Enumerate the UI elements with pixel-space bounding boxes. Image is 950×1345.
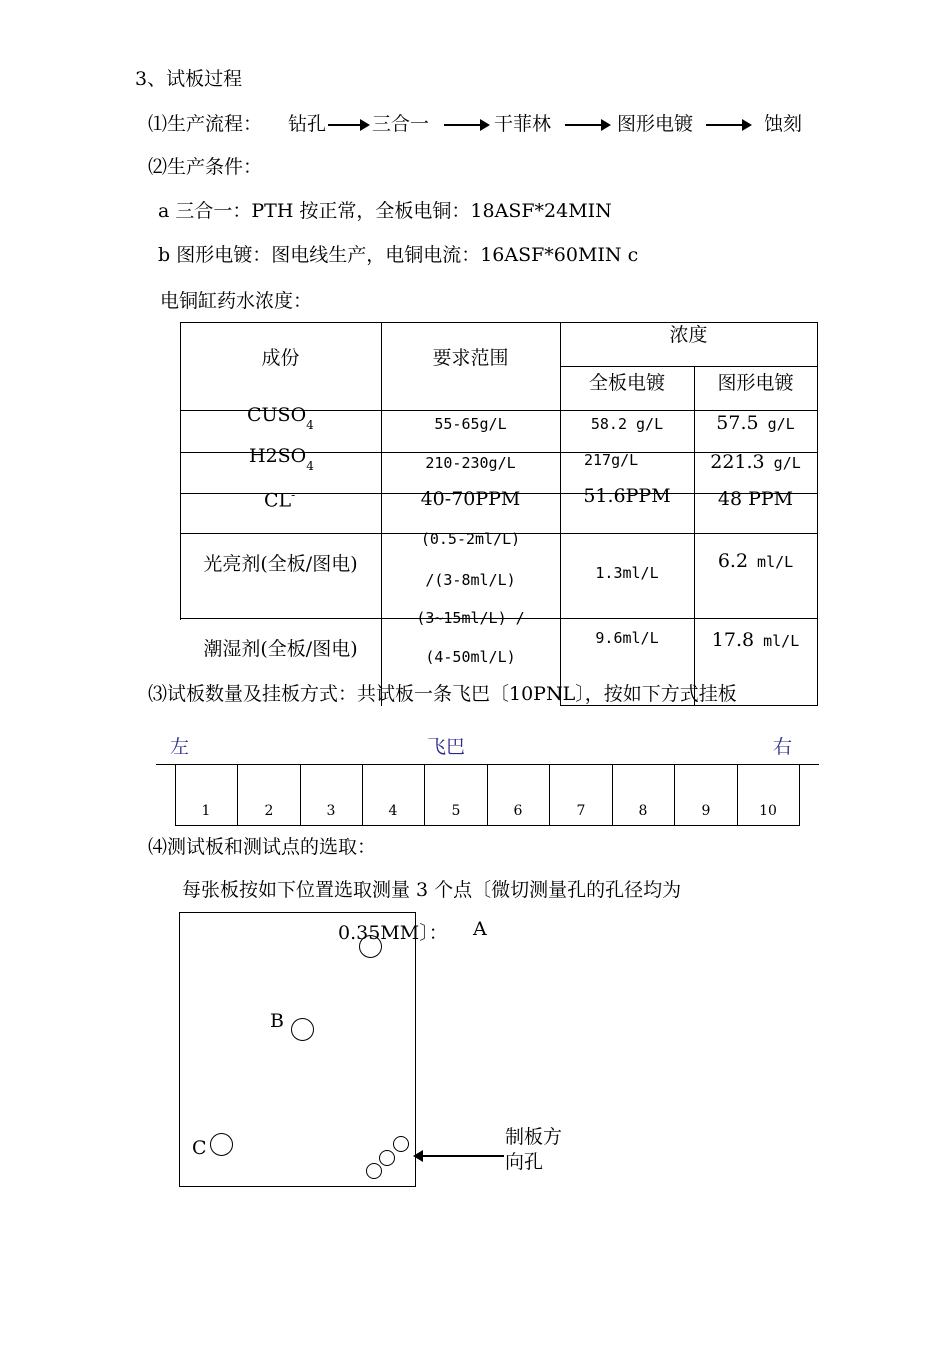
table-cell-pattern: 48 PPM [717,488,794,510]
table-cell-component: 潮湿剂(全板/图电) [203,638,358,660]
condition-c: 电铜缸药水浓度： [160,290,313,312]
process-step-dryfilm: 干菲林 [494,113,552,135]
process-step-drill: 钻孔 [288,113,327,135]
point-a-label: A [473,918,487,940]
direction-hole-icon [393,1136,409,1152]
condition-b: b 图形电镀：图电线生产，电铜电流：16ASF*60MIN c [158,244,639,266]
direction-label: 制板方 [505,1126,563,1148]
rack-slot: 8 [612,764,675,825]
rack-slot: 5 [425,764,488,825]
table-cell-pattern: 6.2 ml/L [717,550,794,572]
rack-center-label: 飞巴 [427,736,466,758]
table-cell-full: 51.6PPM [583,485,671,507]
point-c-hole-icon [210,1133,233,1156]
rack-slot: 9 [675,764,738,825]
rack-left-label: 左 [170,736,190,758]
process-prefix: ⑴生产流程： [148,113,263,135]
direction-hole-icon [379,1150,395,1166]
header-pattern-plate: 图形电镀 [717,372,794,394]
condition-a: a 三合一：PTH 按正常，全板电铜：18ASF*24MIN [158,200,612,222]
flow-arrow-icon [565,124,609,126]
header-full-plate: 全板电镀 [588,372,665,394]
table-cell-component: CL- [264,488,296,512]
table-cell-component: 光亮剂(全板/图电) [203,553,358,575]
flow-arrow-icon [328,124,368,126]
table-cell-full: 9.6ml/L [595,629,659,647]
table-cell-component: $H2SO_4$ [249,445,314,473]
point-b-hole-icon [291,1018,314,1041]
table-cell-component: $CUSO_4$ [247,404,314,432]
rack-slot: 1 [175,764,238,825]
direction-hole-icon [366,1163,382,1179]
rack-slot: 6 [487,764,550,825]
process-step-pattern: 图形电镀 [617,113,694,135]
section-title: 3、试板过程 [135,68,243,90]
direction-arrow-icon [420,1155,504,1157]
point-c-label: C [192,1137,207,1159]
test-quantity: ⑶试板数量及挂板方式：共试板一条飞巴〔10PNL〕，按如下方式挂板 [148,683,737,705]
table-cell-pattern: 17.8 ml/L [711,629,800,651]
rack-right-label: 右 [773,736,793,758]
rack-slot: 3 [300,764,363,825]
selection-line-1: 每张板按如下位置选取测量 3 个点〔微切测量孔的孔径均为 [182,879,682,901]
rack-slot: 10 [737,764,800,825]
selection-line-2: 0.35MM〕： [338,922,448,944]
rack-slot: 4 [362,764,425,825]
table-cell-range-line: (3~15ml/L) / [416,609,525,627]
conditions-heading: ⑵生产条件： [148,156,263,178]
header-component: 成份 [261,347,300,369]
table-cell-range-line: /(3-8ml/L) [425,571,516,589]
selection-heading: ⑷测试板和测试点的选取： [148,836,377,858]
flow-arrow-icon [706,124,750,126]
table-cell-range: 40-70PPM [420,488,521,510]
process-step-etch: 蚀刻 [764,113,803,135]
table-cell-range-line: (4-50ml/L) [425,648,516,666]
table-cell-range-line: (0.5-2ml/L) [420,530,521,548]
table-cell-range: 210-230g/L [425,454,516,472]
table-cell-full: 1.3ml/L [595,564,659,582]
process-step-3in1: 三合一 [372,113,430,135]
rack-slot: 7 [550,764,613,825]
table-cell-full: 58.2 g/L [590,415,664,433]
point-a-hole-icon [359,935,382,958]
point-b-label: B [270,1010,284,1032]
header-range: 要求范围 [432,347,509,369]
rack-slot: 2 [238,764,301,825]
header-concentration: 浓度 [669,324,708,346]
direction-label: 向孔 [505,1151,544,1173]
table-cell-full: 217g/L [584,451,639,469]
table-cell-pattern: 57.5 g/L [716,412,795,434]
arrow-head-icon [413,1150,423,1162]
table-cell-pattern: 221.3 g/L [710,451,801,473]
flow-arrow-icon [444,124,488,126]
table-cell-range: 55-65g/L [434,415,507,433]
